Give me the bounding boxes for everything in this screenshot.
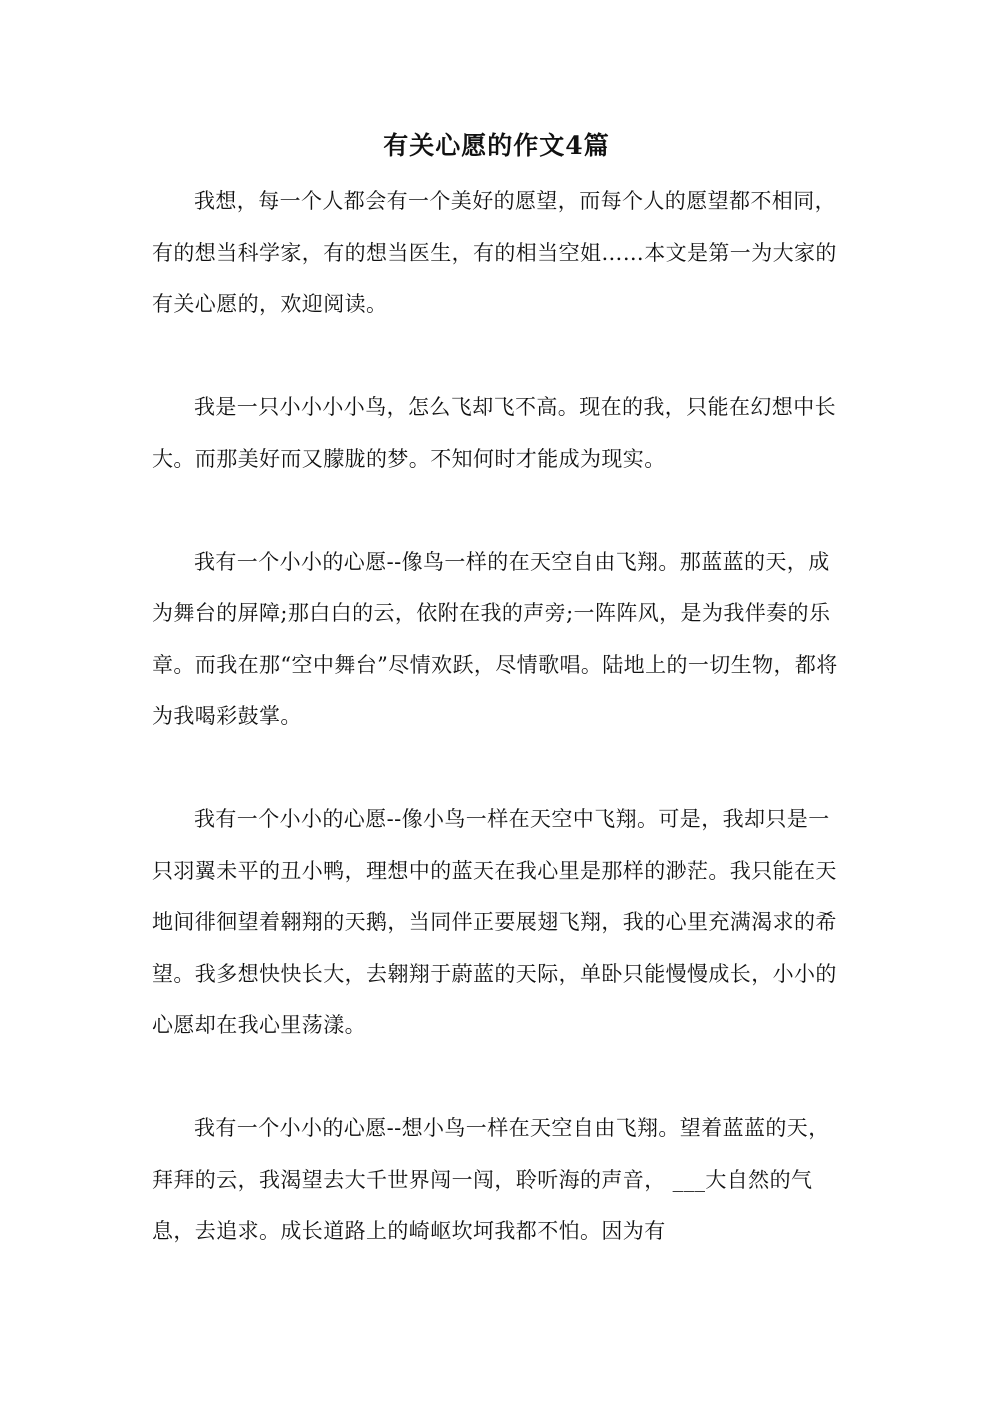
document-title: 有关心愿的作文4篇: [383, 131, 610, 160]
document-body: [152, 176, 842, 1258]
paragraph-3: 我有一个小小的心愿--像小鸟一样在天空中飞翔。可是，我却只是一只羽翼未平的丑小鸭，理想中的蓝天在我心里是那样的渺茫。我只能在天地间徘徊望着翱翔的天鹅，当同伴正要展翅飞翔，我的心里充满渴求的希望。我多想快快长大，去翱翔于蔚蓝的天际，单卧只能慢慢成长，小小的心愿却在我心里荡漾。: [152, 807, 837, 1037]
paragraph-4: 我有一个小小的心愿--想小鸟一样在天空自由飞翔。望着蓝蓝的天，拜拜的云，我渴望去大千世界闯一闯，聆听海的声音， ___大自然的气息，去追求。成长道路上的崎岖坎坷我都不怕。因为有: [152, 1116, 830, 1243]
paragraph-intro: 我想，每一个人都会有一个美好的愿望，而每个人的愿望都不相同，有的想当科学家，有的想当医生，有的相当空姐……本文是第一为大家的有关心愿的，欢迎阅读。: [152, 189, 837, 316]
paragraph-1: 我是一只小小小小鸟，怎么飞却飞不高。现在的我，只能在幻想中长大。而那美好而又朦胧的梦。不知何时才能成为现实。: [152, 395, 836, 471]
paragraph-2: 我有一个小小的心愿--像鸟一样的在天空自由飞翔。那蓝蓝的天，成为舞台的屏障;那白白的云，依附在我的声旁;一阵阵风，是为我伴奏的乐章。而我在那“空中舞台”尽情欢跃，尽情歌唱。陆地上的一切生物，都将为我喝彩鼓掌。: [152, 549, 838, 728]
